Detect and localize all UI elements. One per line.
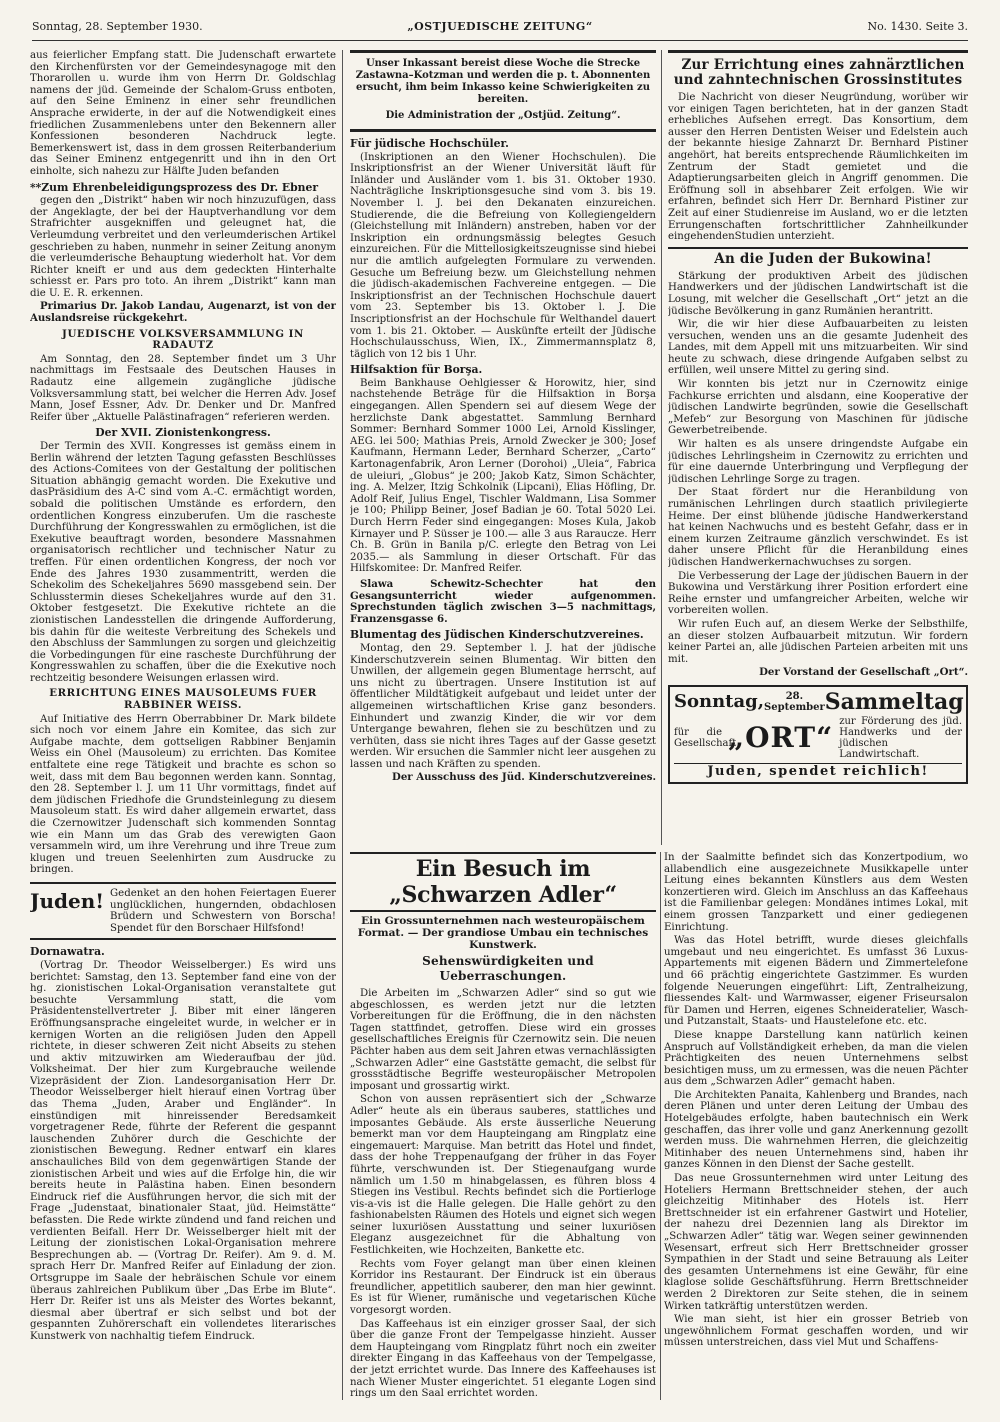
bukowina-p1: Stärkung der produktiven Arbeit des jüdischen Handwerkers und der jüdischen Landwirtschaft ist die Losung, mit welcher die Gesellschaft „Ort“ jetzt an die jüdische Bevölkerung in ganz Rumänien herantritt. [668, 270, 968, 317]
ad-sammeltag: Sammeltag [824, 688, 964, 715]
column-1 [30, 50, 336, 1400]
adler-article-left [350, 852, 656, 1400]
ad-date: 28. September [764, 690, 825, 713]
header-number: No. 1430. Seite 3. [867, 20, 968, 33]
adler-q1: In der Saalmitte befindet sich das Konzertpodium, wo allabendlich eine ausgezeichnete Musikkapelle unter Leitung eines bekannten Künstlers aus dem Westen konzertieren wird. Gleich im Anschluss an das Kaffeehaus ist die Familienbar gelegen: Mondänes intimes Lokal, mit einem grossen Tanzparkett und einer gediegenen Einrichtung. [664, 852, 968, 933]
bukowina-heading: An die Juden der Bukowina! [668, 247, 968, 267]
dornawatra-text: (Vortrag Dr. Theodor Weisselberger.) Es wird uns berichtet: Samstag, den 13. September fand eine von der hg. zionistischen Lokal-Organisation veranstaltete gut besuchte Versammlung statt, die vom Präsidentenstellvertreter J. Biber mit einer längeren Eröffnungsansprache eingeleitet wurde, in welcher er in kernigen Worten an die religiösen Juden den Appell richtete, in dieser schweren Zeit nicht Abseits zu stehen und aktiv mitzuwirken am Wiederaufbau der jüd. Volksheimat. Der hier zum Kurgebrauche weilende Vizepräsident der Zion. Landesorganisation Herr Dr. Theodor Weisselberger hielt hierauf einen Vortrag über das Thema „Juden, Araber und Engländer“. In einstündigen mit hinreissender Beredsamkeit vorgetragener Rede, führte der Referent die gespannt lauschenden Zuhörer durch die Geschichte der zionistischen Bewegung. Redner entwarf ein klares anschauliches Bild von dem gegenwärtigen Stande der zionistischen Arbeit und wies auf die Erfolge hin, die wir bereits heute in Palästina haben. Einen besondern Eindruck rief die Ausführungen hervor, die sich mit der Frage „Judenstaat, binationaler Staat, jüd. Heimstätte“ befassten. Die Rede wirkte zündend und fand reichen und verdienten Beifall. Herr Dr. Weisselberger hielt mit der Leitung der zionistischen Lokal-Organisation mehrere Besprechungen ab. — (Vortrag Dr. Reifer). Am 9. d. M. sprach Herr Dr. Manfred Reifer auf Einladung der zion. Ortsgruppe im Saale der hebräischen Schule vor einem überaus zahlreichen Publikum über „Das Erbe im Blute“. Herr Dr. Reifer ist uns als Meister des Wortes bekannt, diesmal aber übertraf er sich selbst und bot der gespannten Zuhörerschaft ein vollendetes literarisches Kunstwerk von nachhaltig tiefem Eindruck. [30, 959, 336, 1342]
borsa-heading: Hilfsaktion für Borşa. [350, 363, 483, 377]
versammlung-heading: JUEDISCHE VOLKSVERSAMMLUNG IN RADAUTZ [62, 327, 304, 352]
bukowina-p5: Der Staat fördert nur die Heranbildung von rumänischen Lehrlingen durch staatlich privilegierte Heime. Der einst blühende jüdische Handwerkerstand hat keinen Nachwuchs und es besteht Gefahr, dass er in einem kurzen Zeitraume gänzlich verschwindet. Es ist daher unsere Pflicht für die Heranbildung eines jüdischen Handwerkernachwuchses zu sorgen. [668, 487, 968, 568]
juden-word: Juden! [30, 888, 105, 913]
ehren-heading: **Zum Ehrenbeleidigungsprozess des Dr. Ebner [30, 180, 319, 194]
adler-subtitle: Ein Grossunternehmen nach westeuropäischem Format. — Der grandiose Umbau ein technisches Kunstwerk. [357, 915, 649, 951]
page-header [32, 18, 968, 41]
zahn-text: Die Nachricht von dieser Neugründung, worüber wir vor einigen Tagen berichteten, hat in der ganzen Stadt erhebliches Aufsehen erregt. Das Konsortium, dem ausser den Herren Dentisten Weiser und Edelstein auch der bekannte hiesige Zahnarzt Dr. Bernhard Pistiner angehört, hat bereits entsprechende Räumlichkeiten im Zentrum der Stadt gemietet und die Adaptierungsarbeiten gleich in Angriff genommen. Die Eröffnung soll in absehbarer Zeit erfolgen. Wie wir erfahren, befindet sich Herr Dr. Bernhard Pistiner zur Zeit auf einer Studienreise im Ausland, wo er die letzten Errungenschaften fortschrittlicher Zahnheilkunder eingehendenStudien unterzieht. [668, 92, 968, 243]
header-date: Sonntag, 28. September 1930. [32, 20, 203, 33]
column-2 [350, 50, 656, 845]
adler-p3: Rechts vom Foyer gelangt man über einen kleinen Korridor ins Restaurant. Der Eindruck ist ein überaus freundlicher, appetitlich sauberer, den man hier gewinnt. Es ist für Wiener, rumänische und vegetarischen Küche vorgesorgt worden. [350, 1258, 656, 1317]
ehren-text: gegen den „Distrikt“ haben wir noch hinzuzufügen, dass der Angeklagte, der bei der Hauptverhandlung vor dem Strafrichter ausgekniffen und geleugnet hat, die Verleumdung verbreitet und den verleumderischen Artikel geschrieben zu haben, nunmehr in seiner Zeitung anonym die verleumderische Behauptung wiederholt hat. Vor dem Richter kneift er und aus dem gedeckten Hinterhalte schiesst er. Pars pro toto. An ihrem „Distrikt“ kann man die U. E. R. erkennen. [30, 195, 336, 299]
borsa-text: Beim Bankhause Oehlgiesser & Horowitz, hier, sind nachstehende Beträge für die Hilfsaktion in Borşa eingegangen. Allen Spendern sei auf diesem Wege der herzlichste Dank abgestattet. Sammlung Bernhard Sommer: Bernhard Sommer 1000 Lei, Arnold Kisslinger, AEG. lei 500; Mathias Preis, Arnold Zwecker je 300; Josef Kaufmann, Hermann Leder, Bernhard Scherzer, „Carto“ Kartonagenfabrik, Aron Lerner (Dorohoi) „Uleia“, Fabrica de uleiuri, „Globus“ je 200; Jakob Katz, Simon Schächter, ing. A. Melzer, Itzig Schkolnik (Lipcani), Elias Höfling, Dr. Adolf Reif, Julius Engel, Tischler Waldmann, Lisa Sommer je 100; Philipp Beiner, Josef Badian je 60. Total 5020 Lei. Durch Herrn Feder sind eingegangen: Moses Kula, Jakob Kirnayer und P. Süsser je 100.— alle 3 aus Raraucze. Herr Ch. B. Grün in Banila p/C. erlegte den Betrag von Lei 2035.— als Sammlung in dieser Ortschaft. Für das Hilfskomitee: Dr. Manfred Reifer. [350, 377, 656, 575]
adler-q6: Wie man sieht, ist hier ein grosser Betrieb von ungewöhnlichem Format geschaffen worden, und wir müssen unterstreichen, dass viel Mut und Schaffens- [664, 1314, 968, 1349]
zahn-heading: Zur Errichtung eines zahnärztlichen und zahntechnischen Grossinstitutes [673, 57, 965, 88]
ad-row-middle [674, 716, 962, 760]
adler-q4: Die Architekten Panaita, Kahlenberg und Brandes, nach deren Plänen und unter deren Leitung der Umbau des Hotelgebäudes erfolgte, haben bautechnisch ein Werk geschaffen, das ihrer volle und ganz Anerkennung gezollt werden muss. Die wahrnehmen Herren, die gleichzeitig Mitinhaber des neuen Unternehmens sind, haben ihr ganzes Können in den Dienst der Sache gestellt. [664, 1089, 968, 1171]
adler-q2: Was das Hotel betrifft, wurde dieses gleichfalls umgebaut und neu eingerichtet. Es umfasst 36 Luxus-Appartements mit eigenen Bädern und Zimmertelefone und 66 prächtig eingerichtete Gastzimmer. Es wurden folgende Neuerungen eingeführt: Lift, Zentralheizung, fliessendes Kalt- und Warmwasser, eigener Friseursalon für Damen und Herren, eigenes Schneideratelier, Wasch- und Putzanstalt, Staats- und Haustelefone etc. etc. [664, 935, 968, 1028]
header-title: „OSTJUEDISCHE ZEITUNG“ [407, 20, 593, 33]
blumentag-signature: Der Ausschuss des Jüd. Kinderschutzvereines. [391, 771, 656, 784]
column-rule [661, 50, 662, 845]
administration-signature: Die Administration der „Ostjüd. Zeitung“. [385, 110, 621, 121]
adler-p2: Schon von aussen repräsentiert sich der „Schwarze Adler“ heute als ein überaus sauberes, stattliches und imposantes Gebäude. Als erste äusserliche Neuerung bemerkt man vor dem Haupteingang am Ringplatz eine eingemauert: Marquise. Man betritt das Hotel und findet, dass der hohe Treppenaufgang der früher in das Foyer führte, verschwunden ist. Der Stiegenaufgang wurde nämlich um 1.50 m hinabgelassen, es führen bloss 4 Stiegen ins Vestibul. Rechts befindet sich die Portierloge vis-a-vis ist die Halle gelegen. Die Halle gehört zu den fashionabelsten Räumen des Hotels und eignet sich wegen seiner luxuriösen Ausstattung und seiner luxuriösen Eleganz ausgezeichnet für die Abhaltung von Festlichkeiten, wie Hochzeiten, Bankette etc. [350, 1094, 656, 1257]
column-3 [668, 50, 968, 840]
primarius-notice: Primarius Dr. Jakob Landau, Augenarzt, ist von der Auslandsreise rückgekehrt. [30, 300, 336, 325]
adler-subheading: Sehenswürdigkeiten und Ueberraschungen. [422, 954, 594, 983]
bukowina-p7: Wir rufen Euch auf, an diesem Werke der Selbsthilfe, an dieser stolzen Aufbauarbeit mitzutun. Wir fordern keiner Partei an, alle jüdischen Parteien arbeiten mit uns mit. [668, 618, 968, 665]
ad-slogan: Juden, spendet reichlich! [674, 763, 962, 778]
blumentag-text: Montag, den 29. September l. J. hat der jüdische Kinderschutzverein seinen Blumentag. Wir bitten den Unwillen, der allgemein gegen Blumentage herrscht, auf uns nicht zu übertragen. Unsere Institution ist auf öffentlicher Mildtätigkeit aufgebaut und leidet unter der allgemeinen wirtschaftlichen Krise ganz besonders. Einhundert und zwanzig Kinder, die wir vor dem Untergange bewahren, flehen sie zu beschützen und zu verhüten, dass sie nicht ihres Tages auf der Gasse gesetzt werden. Wir ersuchen die Sammler nicht leer ausgehen zu lassen und nach Kräften zu spenden. [350, 642, 656, 770]
bukowina-p2: Wir, die wir hier diese Aufbauarbeiten zu leisten versuchen, wenden uns an die gesamte Judenheit des Landes, mit dem Appell mit uns mitzuarbeiten. Wir sind heute zu schwach, diese dringende Aufgaben selbst zu erfüllen, weil unsere Mittel zu gering sind. [668, 319, 968, 377]
inkassant-notice-box [350, 50, 656, 132]
adler-q5: Das neue Grossunternehmen wird unter Leitung des Hoteliers Hermann Brettschneider stehen, der auch gleichzeitig Mitinhaber des Hotels ist. Herr Brettschneider ist ein erfahrener Gastwirt und Hotelier, der nahezu drei Dezennien lang als Direktor im „Schwarzen Adler“ tätig war. Wegen seiner gewinnenden Wesensart, erfreut sich Herr Brettschneider grosser Sympathien in der Stadt und seine Betrauung als Leiter des gesamten Unternehmens ist eine Gewähr, für eine klaglose solide Geschäftsführung. Herrn Brettschneider werden 2 Direktoren zur Seite stehen, die in seinem Wirken tatkräftig unterstützen werden. [664, 1173, 968, 1312]
sammeltag-ad [668, 685, 968, 784]
adler-title: Ein Besuch im „Schwarzen Adler“ [350, 852, 656, 912]
ad-fuer: für die Gesellschaft [674, 726, 737, 749]
mausoleum-text: Auf Initiative des Herrn Oberrabbiner Dr. Mark bildete sich noch vor einem Jahre ein Komitee, das sich zur Aufgabe machte, dem gottseligen Rabbiner Benjamin Weiss ein Ohel (Mausoleum) zu errichten. Das Komitee entfaltete eine rege Tätigkeit und brachte es schon so weit, dass mit dem Bau begonnen werden kann. Sonntag, den 28. September l. J. um 11 Uhr vormittags, findet auf dem jüdischen Friedhofe die Grundsteinlegung zu diesem Mausoleum statt. Es wird daher allgemein erwartet, dass die Czernowitzer Judenschaft sich kommenden Sonntag wie ein Mann um das Grab des verewigten Gaon versammeln wird, um ihre Verehrung und ihre Treue zum klugen und treuen Seelenhirten zum Ausdrucke zu bringen. [30, 713, 336, 876]
ad-row-top [674, 688, 964, 715]
adler-p1: Die Arbeiten im „Schwarzen Adler“ sind so gut wie abgeschlossen, es werden jetzt nur die letzten Vorbereitungen für die Eröffnung, die in den nächsten Tagen stattfindet, getroffen. Diese wird ein grosses gesellschaftliches Ereignis für Czernowitz sein. Die neuen Pächter haben aus dem seit Jahren etwas vernachlässigten „Schwarzen Adler“ eine Gaststätte gemacht, die selbst für grossstädtische Begriffe westeuropäischer Metropolen imposant und grossartig wirkt. [350, 988, 656, 1092]
ad-purpose: zur Förderung des jüd. Handwerks und der jüdischen Landwirtschaft. [839, 715, 962, 760]
blumentag-heading: Blumentag des Jüdischen Kinderschutzvereines. [350, 628, 644, 642]
hochschueler-heading: Für jüdische Hochschüler. [350, 137, 509, 150]
juden-appeal-box [30, 882, 336, 940]
inkassant-notice: Unser Inkassant bereist diese Woche die Strecke Zastawna–Kotzman und werden die p. t. Abonnenten ersucht, ihm beim Inkasso keine Schwierigkeiten zu bereiten. [355, 58, 651, 105]
ad-sonntag: Sonntag, [674, 690, 765, 712]
slawa-notice: Slawa Schewitz-Schechter hat den Gesangsunterricht wieder aufgenommen. Sprechstunden täglich zwischen 3—5 nachmittags, Franzensgasse 6. [350, 577, 656, 625]
mausoleum-heading: ERRICHTUNG EINES MAUSOLEUMS FUER RABBINER WEISS. [49, 687, 317, 712]
kongress-text: Der Termin des XVII. Kongresses ist gemäss einem in Berlin während der letzten Tagung gefassten Beschlüsses des Actions-Comitees von der Gestaltung der politischen Situation abhängig gemacht worden. Die Exekutive und dasPräsidium des A-C sind vom A.-C. ermächtigt worden, sobald die politischen Umstände es erfordern, den ordentlichen Kongress einzuberufen. Um die rascheste Durchführung der Kongresswahlen zu ermöglichen, ist die Exekutive beauftragt worden, besondere Massnahmen organisatorisch rechtlicher und technischer Natur zu treffen. Für einen ordentlichen Kongress, der noch vor Ende des Jahres 1930 zusammentritt, werden die Schekolim des Schekeljahres 5690 massgebend sein. Der Schlusstermin dieses Schekeljahres wurde auf den 31. Oktober festgesetzt. Die Exekutive richtete an die zionistischen Landesstellen die dringende Aufforderung, bis dahin für die weiteste Verbreitung des Schekels und den Abschluss der Sammlungen zu sorgen und gleichzeitig die Vorbedingungen für eine rascheste Durchführung der Kongresswahlen zu schaffen, über die die Exekutive noch rechtzeitig besondere Weisungen erlassen wird. [30, 441, 336, 684]
column-rule [342, 50, 343, 1400]
dornawatra-heading: Dornawatra. [30, 945, 105, 959]
juden-appeal-text: Gedenket an den hohen Feiertagen Euerer unglücklichen, hungernden, obdachlosen Brüdern und Schwestern von Borscha! Spendet für den Borschaer Hilfsfond! [110, 887, 336, 934]
article-intro: aus feierlicher Empfang statt. Die Judenschaft erwartete den Kirchenfürsten vor der Gemeindesynagoge mit den Thorarollen u. wurde ihm von Herrn Dr. Goldschlag namens der jüd. Gemeinde der Schalom-Gruss entboten, auf den Seine Eminenz in einer sehr freundlichen Ansprache erwiderte, in der auf die Notwendigkeit eines friedlichen Zusammenlebens unter den Bekennern aller Konfessionen besonderen Nachdruck legte. Bemerkenswert ist, dass in dem grossen Reiterbanderium das Seiner Eminenz entgegenritt und ihn in den Ort einholte, sich nahezu zur Hälfte Juden befanden [30, 50, 336, 177]
column-rule [660, 852, 661, 1400]
hochschueler-text: (Inskriptionen an den Wiener Hochschulen). Die Inskriptionsfrist an der Wiener Universität läuft für Inländer und Ausländer vom 1. bis 31. Oktober 1930. Nachträgliche Inskriptionsgesuche sind vom 3. bis 19. November l. J. bei den Dekanaten einzureichen. Studierende, die die Befreiung von Kollegiengeldern (Gleichstellung mit Inländern) anstreben, haben vor der Inskription ein ordnungsmässig belegtes Gesuch einzureichen. Für die Mittellosigkeitszeugnisse sind hiebei nur die amtlich aufgelegten Formulare zu verwenden. Gesuche um Befreiung bezw. um Gleichstellung nehmen die jüdisch-akademischen Fachvereine entgegen. — Die Inskriptionsfrist an der Technischen Hochschule dauert vom 23. September bis 13. Oktober l. J. Die Inscriptionsfrist an der Hochschule für Welthandel dauert vom 1. bis 21. Oktober. — Auskünfte erteilt der Jüdische Hochschulausschuss, Wien, IX., Zimmermannsplatz 8, täglich von 12 bis 1 Uhr. [350, 151, 656, 360]
ad-ort: „ORT“ [728, 720, 834, 754]
adler-p4: Das Kaffeehaus ist ein einziger grosser Saal, der sich über die ganze Front der Tempelgasse hinzieht. Ausser dem Haupteingang vom Ringplatz führt noch ein zweiter direkter Eingang in das Kaffeehaus von der Tempelgasse, der jetzt errichtet wurde. Das Innere des Kaffeehauses ist nach Wiener Muster eingerichtet. 51 elegante Logen sind rings um den Saal errichtet worden. [350, 1318, 656, 1400]
zahn-block [668, 50, 968, 88]
bukowina-p3: Wir konnten bis jetzt nur in Czernowitz einige Fachkurse errichten und alsdann, eine Kooperative der jüdischen Landwirte begründen, sowie die Gesellschaft „Mefeb“ zur Besorgung von Maschinen für jüdische Gewerbetreibende. [668, 379, 968, 437]
bukowina-p6: Die Verbesserung der Lage der jüdischen Bauern in der Bukowina und Verstärkung ihrer Position erfordert eine Reihe ernster und umfangreicher Arbeiten, welche wir vorbereiten wollen. [668, 570, 968, 617]
versammlung-text: Am Sonntag, den 28. September findet um 3 Uhr nachmittags im Festsaale des Deutschen Hauses in Radautz eine allgemein zugängliche jüdische Volksversammlung statt, bei welcher die Herren Adv. Josef Mann, Josef Essner, Adv. Dr. Denker und Dr. Manfred Reifer über „Aktuelle Palästinafragen“ referieren werden. [30, 353, 336, 423]
kongress-heading: Der XVII. Zionistenkongress. [95, 426, 271, 440]
bukowina-p4: Wir halten es als unsere dringendste Aufgabe ein jüdisches Lehrlingsheim in Czernowitz zu errichten und für eine dauernde Unterbringung und Verpflegung der jüdischen Lehrlinge Sorge zu tragen. [668, 439, 968, 485]
adler-q3: Diese knappe Darstellung kann natürlich keinen Anspruch auf Vollständigkeit erheben, da man die vielen Prächtigkeiten des neuen Unternehmens selbst besichtigen muss, um zu ermessen, was die neuen Pächter aus dem „Schwarzen Adler“ gemacht haben. [664, 1029, 968, 1088]
adler-article-right [664, 852, 968, 1400]
bukowina-signature: Der Vorstand der Gesellschaft „Ort“. [759, 666, 968, 679]
